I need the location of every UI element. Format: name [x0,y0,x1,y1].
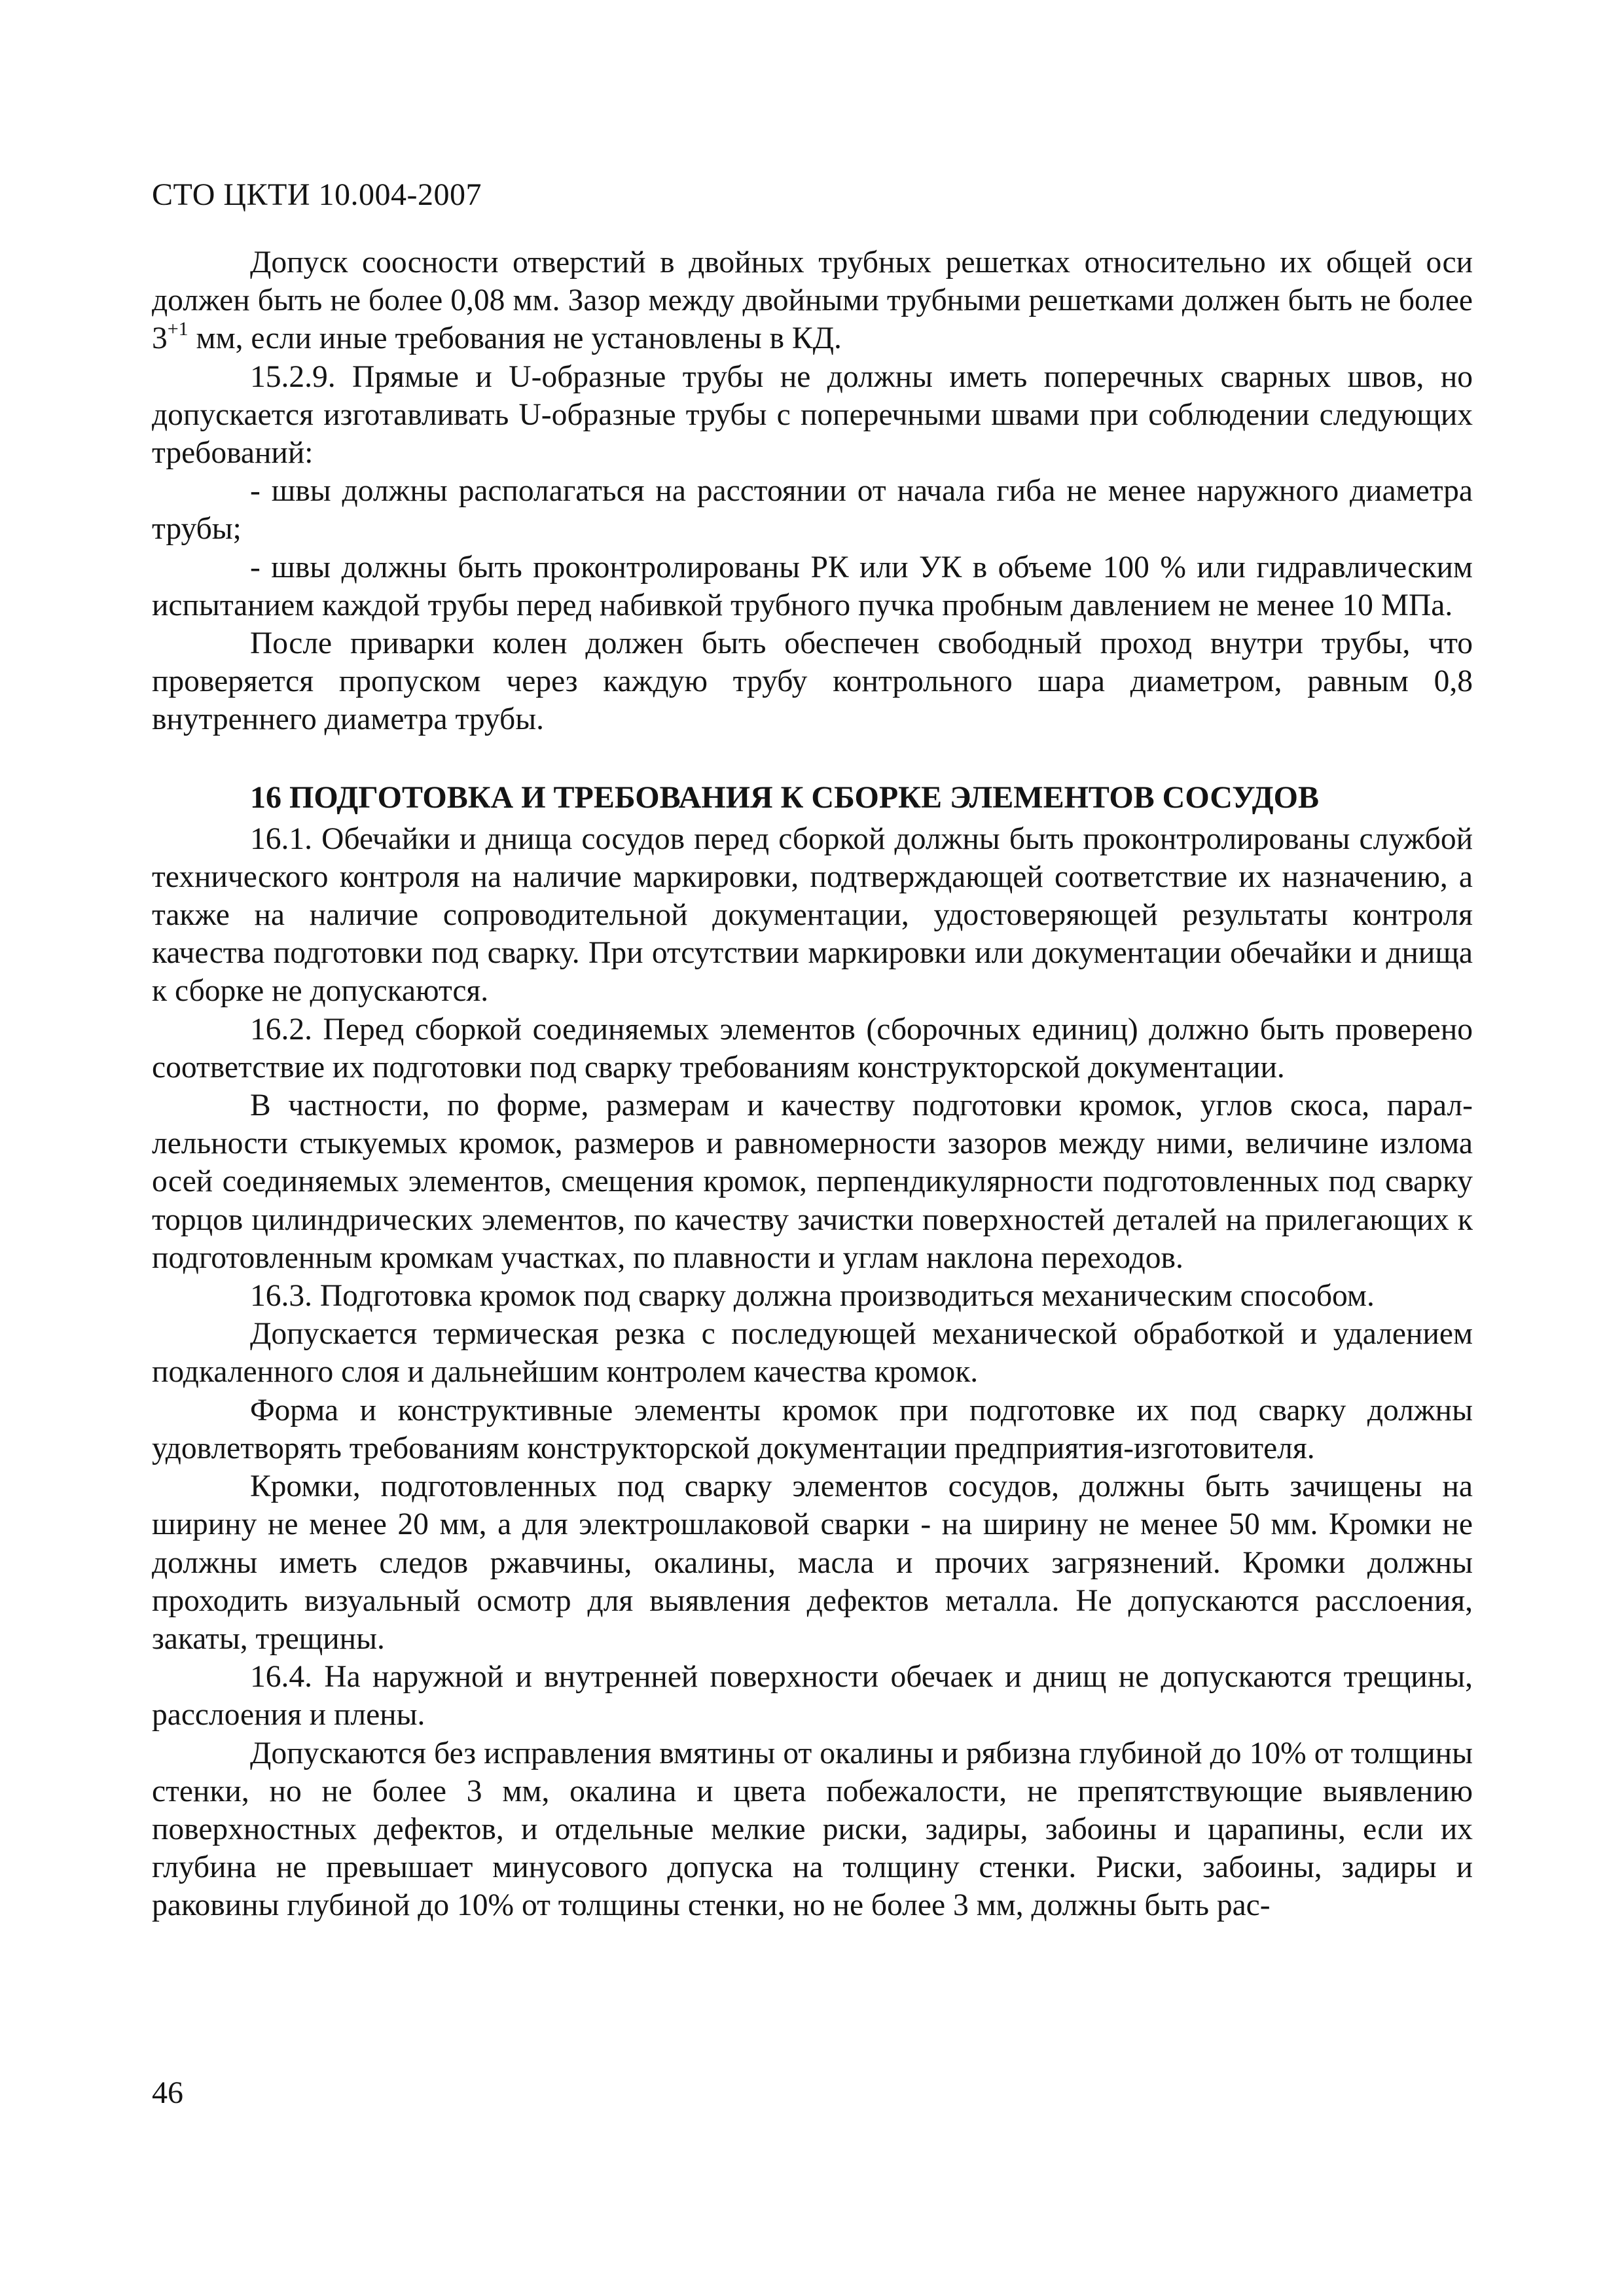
paragraph-16-2: 16.2. Перед сборкой соединяемых элементов (сборочных единиц) должно быть проверено соответствие их подготовки под сварку требованиям конструкторской документации. [152,1012,1473,1085]
document-header: СТО ЦКТИ 10.004-2007 [152,177,482,212]
paragraph-15-2-9: 15.2.9. Прямые и U-образные трубы не должны иметь поперечных сварных швов, но допускается изготавливать U-образные трубы с поперечными швами при соблюдении следующих требований: [152,359,1473,471]
page-number: 46 [152,2075,183,2110]
paragraph-text: Допуск соосности отверстий в двойных трубных решетках относительно их общей оси должен быть не более 0,08 мм. Зазор между двойными трубными решетками должен быть не более 3 [152,245,1473,356]
paragraph-16-3: 16.3. Подготовка кромок под сварку должна производиться механическим способом. [250,1279,1375,1314]
paragraph-16-4: 16.4. На наружной и внутренней поверхности обечаек и днищ не допускаются трещины, расслоения и плены. [152,1660,1473,1732]
paragraph-edge-shape: Форма и конструктивные элементы кромок при подготовке их под сварку должны удовлетворять требованиям конструкторской документации предприятия-изготовителя. [152,1393,1473,1465]
section-title: 16 ПОДГОТОВКА И ТРЕБОВАНИЯ К СБОРКЕ ЭЛЕМЕНТОВ СОСУДОВ [250,780,1320,815]
paragraph-coaxiality [152,243,1473,358]
paragraph-edges-cleaned: Кромки, подготовленных под сварку элементов сосудов, должны быть зачищены на ширину не менее 20 мм, а для электрошлаковой сварки - на ширину не менее 50 мм. Кромки не должны иметь следов ржавчины, окалины, масла и прочих загрязнений. Кромки должны проходить визуальный осмотр для выявления дефектов металла. Не допускаются расслоения, закаты, трещины. [152,1469,1473,1656]
paragraph-allowed-dents: Допускаются без исправления вмятины от окалины и рябизна глубиной до 10% от толщины стенки, но не более 3 мм, окалина и цвета побежалости, не препятствующие выявлению поверхностных дефектов, и отдельные мелкие риски, задиры, забоины и царапины, если их глубина не превышает минусового допуска на толщину стенки. Риски, забоины, задиры и раковины глубиной до 10% от толщины стенки, но не более 3 мм, должны быть рас- [152,1736,1473,1923]
list-item-dash: - швы должны быть проконтролированы РК или УК в объеме 100 % или гидравлическим испытанием каждой трубы перед набивкой трубного пучка пробным давлением не менее 10 МПа. [152,550,1473,622]
body-text [152,243,1473,1925]
superscript: +1 [167,318,189,340]
paragraph-text: мм, если иные требования не установлены в КД. [188,321,842,356]
paragraph-in-particular: В частности, по форме, размерам и качеству подготовки кромок, углов скоса, параллельности стыкуемых кромок, размеров и равномерности зазоров между ними, величине излома осей соединяемых элементов, смещения кромок, перпендикулярности подготовленных под сварку торцов цилиндрических элементов, по качеству зачистки поверхностей деталей на прилегающих к подготовленным кромкам участках, по плавности и углам наклона переходов. [152,1088,1473,1275]
paragraph-thermal-cut: Допускается термическая резка с последующей механической обработкой и удалением подкаленного слоя и дальнейшим контролем качества кромок. [152,1317,1473,1390]
list-item-dash: - швы должны располагаться на расстоянии от начала гиба не менее наружного диаметра трубы; [152,474,1473,547]
paragraph-16-1: 16.1. Обечайки и днища сосудов перед сборкой должны быть проконтролированы службой технического контроля на наличие маркировки, подтверждающей соответствие их назначению, а также на наличие сопроводительной документации, удостоверяющей результаты контроля качества подготовки под сварку. При отсутствии маркировки или документации обечайки и днища к сборке не допускаются. [152,821,1473,1009]
paragraph-after-weld: После приварки колен должен быть обеспечен свободный проход внутри трубы, что проверяется пропуском через каждую трубу контрольного шара диаметром, равным 0,8 внутреннего диаметра трубы. [152,626,1473,737]
